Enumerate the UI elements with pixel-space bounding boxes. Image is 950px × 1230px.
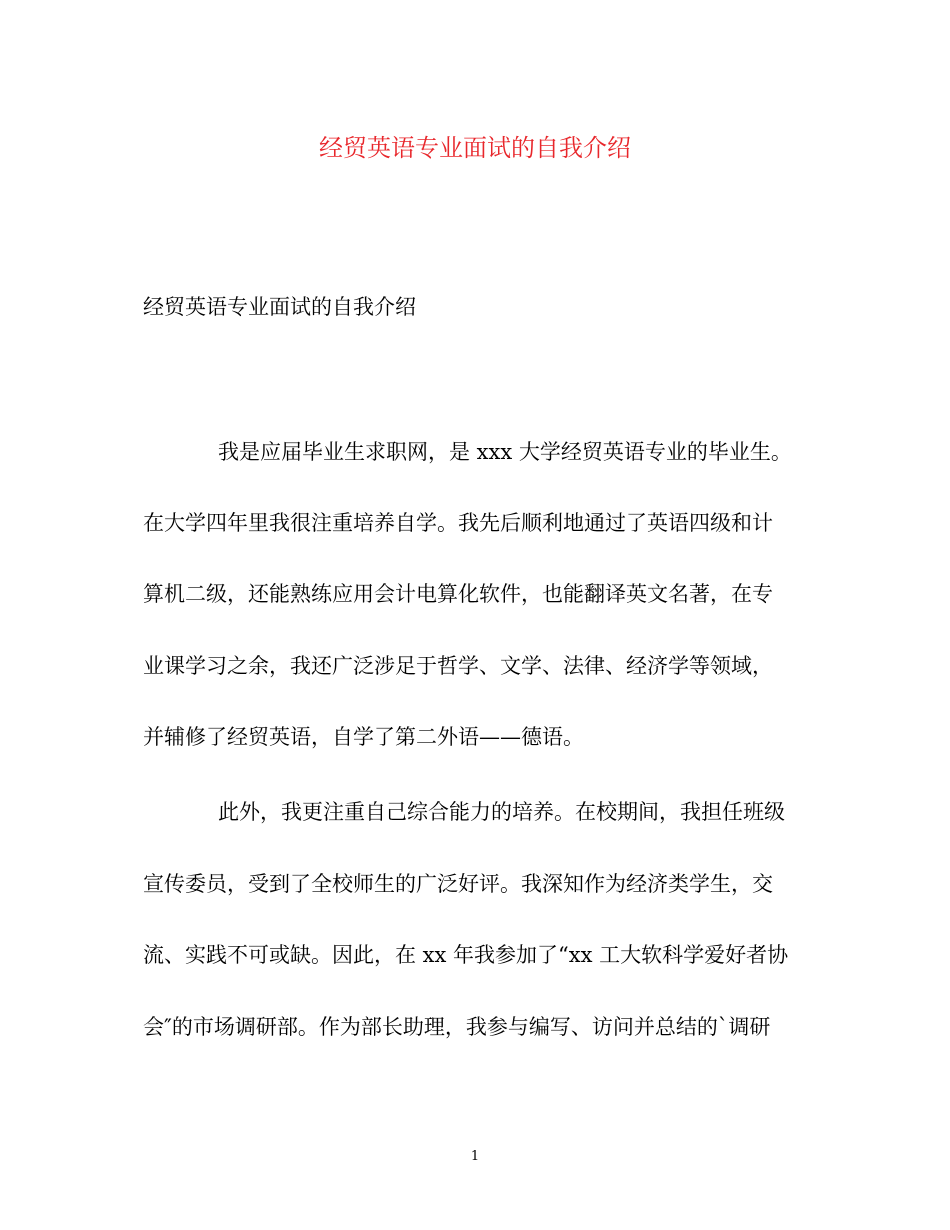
page-number: 1 xyxy=(470,1149,480,1164)
document-title: 经贸英语专业面试的自我介绍 xyxy=(319,134,631,162)
paragraph-line: 宣传委员，受到了全校师生的广泛好评。我深知作为经济类学生，交 xyxy=(143,872,773,896)
paragraph-line: 会″的市场调研部。作为部长助理，我参与编写、访问并总结的`调研 xyxy=(143,1015,771,1039)
paragraph-line: 并辅修了经贸英语，自学了第二外语——德语。 xyxy=(143,725,584,749)
paragraph-line: 此外，我更注重自己综合能力的培养。在校期间，我担任班级 xyxy=(218,800,785,824)
paragraph-line: 在大学四年里我很注重培养自学。我先后顺利地通过了英语四级和计 xyxy=(143,511,773,535)
paragraph-line: 我是应届毕业生求职网，是 xxx 大学经贸英语专业的毕业生。 xyxy=(218,440,792,464)
document-subtitle: 经贸英语专业面试的自我介绍 xyxy=(143,295,416,319)
paragraph-line: 算机二级，还能熟练应用会计电算化软件，也能翻译英文名著，在专 xyxy=(143,582,773,606)
paragraph-line: 流、实践不可或缺。因此，在 xx 年我参加了“xx 工大软科学爱好者协 xyxy=(143,943,789,967)
paragraph-line: 业课学习之余，我还广泛涉足于哲学、文学、法律、经济学等领域， xyxy=(143,654,773,678)
